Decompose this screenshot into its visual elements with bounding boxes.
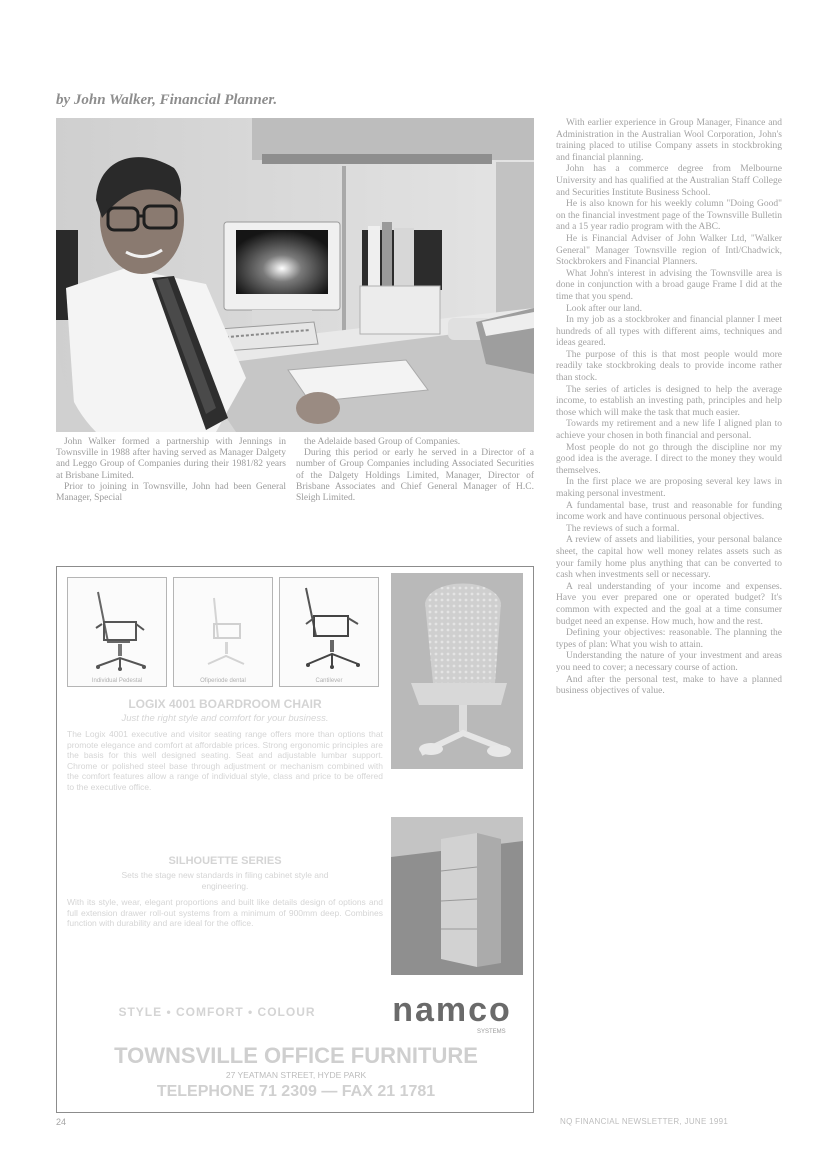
ad-subhead: Just the right style and comfort for your business. [121,713,329,724]
ad-body: The Logix 4001 executive and visitor seating range offers more than options that promote elegance and comfort at affordable prices. Strong ergonomic principles are the basis for this well designed seating. Seat and adjustable lumbar support. Chrome or polished steel base through adjustment or mechanism combined with the comfort features allow a range of individual style, class and price to be offered to the executive office. [67,729,383,792]
article-paragraph: And after the personal test, make to have a planned business objectives of value. [556,674,782,697]
caption-column-2 [296,437,534,504]
series-subtitle: Sets the stage new standards in filing cabinet style and engineering. [121,870,329,891]
chair-icon [280,578,378,674]
chair-thumbnail [279,577,379,687]
chair-thumbnail [67,577,167,687]
series-body: With its style, wear, elegant proportions and built like details design of options and full extension drawer roll-out systems from a minimum of 900mm deep. Combines function with durability and are ideal for the office. [67,897,383,929]
chair-icon [174,578,272,674]
article-paragraph: What John's interest in advising the Townsville area is done in conjunction with a broad gauge Frame I did at the time that you spend. [556,268,782,302]
article-paragraph: Towards my retirement and a new life I aligned plan to achieve your chosen in both financial and personal. [556,419,782,442]
article-paragraph: The purpose of this is that most people would more readily take stockbroking deals to provide income rather than stock. [556,349,782,384]
thumbnail-label: Individual Pedestal [91,678,143,684]
furniture-advertisement [56,566,534,1113]
company-phone: TELEPHONE 71 2309 — FAX 21 1781 [156,1083,436,1100]
series-title: SILHOUETTE SERIES [168,855,282,867]
chair-photo [391,573,523,769]
article-paragraph: A real understanding of your income and expenses. Have you ever prepared one or operated budget? It's common with expected and the goal at a time consumer budget need an expense. How much, how and the rest. [556,581,782,627]
office-scene-image [56,118,534,432]
article-paragraph: In my job as a stockbroker and financial planner I meet hundreds of all types with different aims, techniques and ideas geared. [556,315,782,349]
article-paragraph: In the first place we are proposing several key laws in making personal investment. [556,477,782,499]
article-paragraph: Look after our land. [566,303,642,314]
caption-column-1 [56,437,286,504]
boardroom-chair-image [391,573,523,769]
article-paragraph: A review of assets and liabilities, your personal balance sheet, the capital how well money relates assets such as your family home plus anything that can be converted to cash when investments sell or necessary. [556,535,782,581]
ad-slogan: STYLE • COMFORT • COLOUR [118,1005,316,1019]
caption-paragraph: John Walker formed a partnership with Jennings in Townsville in 1988 after having served as Manager Dalgety and Leggo Group of Companies during their 1981/82 years at Brisbane Limited. [56,437,286,481]
page-number: 24 [56,1117,67,1127]
filing-cabinet-image [391,817,523,975]
ad-headline: LOGIX 4001 BOARDROOM CHAIR [128,697,322,711]
cabinet-photo [391,817,523,975]
article-paragraph: The series of articles is designed to help the average income, to establish an investing path, principles and help those which will make the task that much easier. [556,384,782,418]
caption-paragraph: the Adelaide based Group of Companies. [304,437,461,447]
brand-tagline: SYSTEMS [477,1029,506,1035]
thumbnail-label: Ofiperiode dental [200,678,246,684]
article-paragraph: With earlier experience in Group Manager, Finance and Administration in the Australian Wool Corporation, John's training placed to utilise Company assets in stockbroking and financial planning. [556,118,782,163]
caption-paragraph: Prior to joining in Townsville, John had been General Manager, Special [56,481,286,504]
article-paragraph: John has a commerce degree from Melbourne University and has qualified at the Australian Staff College and Securities Institute Business School. [556,164,782,198]
chair-thumbnail [173,577,273,687]
namco-logo: namco [392,991,512,1029]
caption-paragraph: During this period or early he served in a Director of a number of Group Companies including Associated Securities of the Dalgety Holdings Limited, Manager, Director of Brisbane Associates and Chief General Manager of H.C. Sleigh Limited. [296,448,534,504]
company-name: TOWNSVILLE OFFICE FURNITURE [114,1043,478,1068]
journal-footer: NQ FINANCIAL NEWSLETTER, JUNE 1991 [560,1117,729,1126]
article-paragraph: The reviews of such a formal. [566,523,680,534]
article-paragraph: He is Financial Adviser of John Walker Ltd, "Walker General" Manager Townsville region of Intl/Chadwick, Stockbrokers and Financial Planners. [556,233,782,268]
article-paragraph: Understanding the nature of your investment and areas you need to cover; a necessary course of action. [556,651,782,673]
byline: by John Walker, Financial Planner. [56,92,278,108]
article-column [556,118,782,698]
article-paragraph: Defining your objectives: reasonable. The planning the types of plan: What you wish to attain. [556,628,782,650]
article-paragraph: He is also known for his weekly column "Doing Good" on the financial investment page of the Townsville Bulletin and a 15 year radio program with the ABC. [556,199,782,233]
article-paragraph: Most people do not go through the discipline nor my good idea is the average. I direct to the money they would themselves. [556,442,782,476]
company-address: 27 YEATMAN STREET, HYDE PARK [225,1070,367,1080]
chair-icon [68,578,166,674]
thumbnail-label: Cantilever [315,678,343,684]
article-paragraph: A fundamental base, trust and reasonable for funding income work and have continuous personal objectives. [556,500,782,523]
portrait-photo [56,118,534,432]
